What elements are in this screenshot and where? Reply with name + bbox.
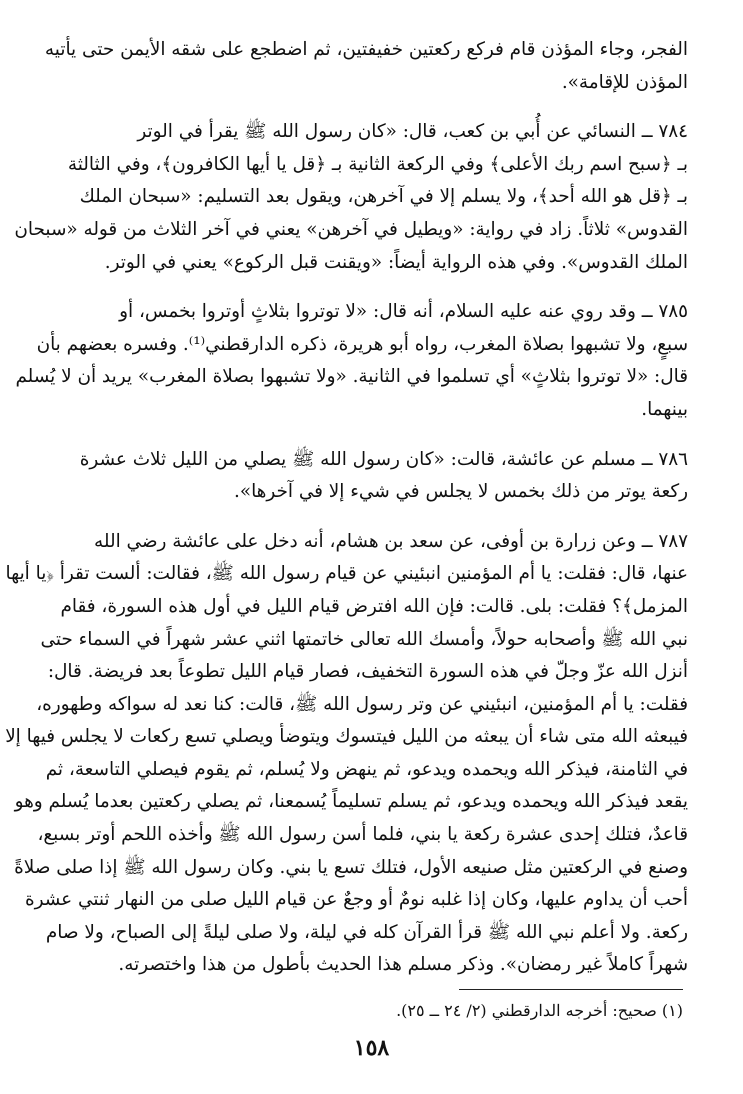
- text-line: القدوس» ثلاثاً. زاد في رواية: «ويطيل في آخرهن» يعني في آخر الثلاث من قوله «سبحان: [14, 218, 688, 240]
- text-line: ركعة. ولا أعلم نبي الله ﷺ قرأ القرآن كله في ليلة، ولا صلى ليلةً إلى الصباح، ولا صام: [45, 921, 688, 943]
- text-line: في الثامنة، فيذكر الله ويحمده ويدعو، ثم ينهض ولا يُسلم، ثم يقوم فيصلي التاسعة، ثم: [45, 758, 688, 780]
- text-line: ٧٨٥ ــ وقد روي عنه عليه السلام، أنه قال: «لا توتروا بثلاثٍ أوتروا بخمس، أو: [119, 301, 688, 323]
- paragraph-hadith-785: [15, 296, 688, 426]
- paragraph-intro: [44, 34, 688, 99]
- page-body: [5, 34, 688, 982]
- text-line: المؤذن للإقامة».: [561, 71, 688, 93]
- text-line: بـ ﴿سبح اسم ربك الأعلى﴾ وفي الركعة الثانية بـ ﴿قل يا أيها الكافرون﴾، وفي الثالثة: [67, 153, 688, 175]
- text-line: سبعٍ، ولا تشبهوا بصلاة المغرب، رواه أبو هريرة، ذكره الدارقطني⁽¹⁾. وفسره بعضهم بأن: [36, 333, 688, 355]
- paragraph-hadith-784: [14, 116, 688, 279]
- text-line: ٧٨٦ ــ مسلم عن عائشة، قالت: «كان رسول الله ﷺ يصلي من الليل ثلاث عشرة: [79, 448, 688, 470]
- text-line: أنزل الله عزّ وجلّ في هذه السورة التخفيف، فصار قيام الليل تطوعاً بعد فريضة. قال:: [47, 661, 688, 683]
- footnote: (١) صحيح: أخرجه الدارقطني (٢/ ٢٤ ــ ٢٥).: [396, 1001, 683, 1020]
- text-line: المزمل﴾؟ فقلت: بلى. قالت: فإن الله افترض قيام الليل في أول هذه السورة، فقام: [60, 595, 688, 617]
- paragraph-hadith-787: [5, 526, 688, 982]
- text-line: قاعدٌ، فتلك إحدى عشرة ركعة يا بني، فلما أسن رسول الله ﷺ وأخذه اللحم أوتر بسبع،: [37, 824, 688, 846]
- text-line: فيبعثه الله متى شاء أن يبعثه من الليل فيتسوك ويتوضأ ويصلي تسع ركعات لا يجلس فيها إلا: [5, 726, 688, 748]
- text-line: نبي الله ﷺ وأصحابه حولاً، وأمسك الله تعالى خاتمتها اثني عشر شهراً في السماء حتى: [40, 628, 688, 650]
- text-line: يقعد فيذكر الله ويحمده ويدعو، ثم يسلم تسليماً يُسمعنا، ثم يصلي ركعتين بعدما يُسلم وهو: [14, 791, 688, 813]
- text-line: عنها، قال: فقلت: يا أم المؤمنين انبئيني عن قيام رسول الله ﷺ، فقالت: ألست تقرأ ﴿يا أيها: [5, 563, 688, 585]
- text-line: الفجر، وجاء المؤذن قام فركع ركعتين خفيفتين، ثم اضطجع على شقه الأيمن حتى يأتيه: [44, 39, 688, 60]
- text-line: بـ ﴿قل هو الله أحد﴾، ولا يسلم إلا في آخرهن، ويقول بعد التسليم: «سبحان الملك: [79, 186, 688, 208]
- text-line: بينهما.: [641, 398, 688, 420]
- text-line: قال: «لا توتروا بثلاثٍ» أي تسلموا في الثانية. «ولا تشبهوا بصلاة المغرب» يريد أن لا يُسلم: [15, 366, 688, 388]
- text-line: ٧٨٧ ــ وعن زرارة بن أوفى، عن سعد بن هشام، أنه دخل على عائشة رضي الله: [94, 530, 688, 552]
- text-line: أحب أن يداوم عليها، وكان إذا غلبه نومٌ أو وجعٌ عن قيام الليل صلى من النهار ثنتي عشرة: [24, 889, 688, 911]
- text-line: الملك القدوس». وفي هذه الرواية أيضاً: «ويقنت قبل الركوع» يعني في الوتر.: [104, 251, 688, 273]
- text-line: ركعة يوتر من ذلك بخمس لا يجلس في شيء إلا في آخرها».: [233, 481, 688, 503]
- text-line: فقلت: يا أم المؤمنين، انبئيني عن وتر رسول الله ﷺ، قالت: كنا نعد له سواكه وطهوره،: [36, 693, 688, 715]
- text-line: شهراً كاملاً غير رمضان». وذكر مسلم هذا الحديث بأطول من هذا واختصرته.: [118, 954, 688, 976]
- page-number: ١٥٨: [353, 1035, 390, 1061]
- text-line: وصنع في الركعتين مثل صنيعه الأول، فتلك تسع يا بني. وكان رسول الله ﷺ إذا صلى صلاةً: [14, 856, 688, 878]
- footnote-divider: [459, 989, 683, 990]
- text-line: ٧٨٤ ــ النسائي عن أُبي بن كعب، قال: «كان رسول الله ﷺ يقرأ في الوتر: [137, 121, 688, 143]
- paragraph-hadith-786: [60, 444, 688, 509]
